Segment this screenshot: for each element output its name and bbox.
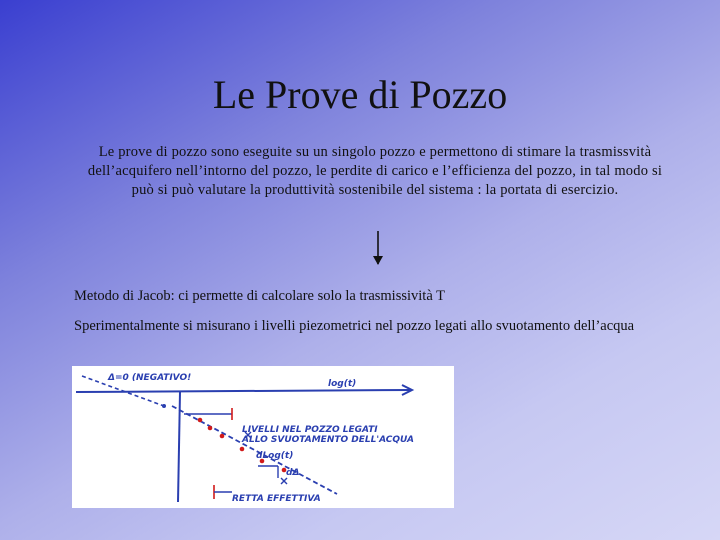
hand-drawn-sketch [72,366,454,508]
sketch-label-logt: log(t) [328,379,357,389]
effective-line [172,406,337,494]
measurement-text: Sperimentalmente si misurano i livelli piezometrici nel pozzo legati allo svuotamento dell’acqua [74,318,635,334]
jacob-method-text: Metodo di Jacob: ci permette di calcolare solo la trasmissività T [74,288,445,304]
slide-title: Le Prove di Pozzo [212,72,508,117]
sketch-label-livelli-2: ALLO SVUOTAMENTO DELL'ACQUA [242,435,414,445]
sketch-label-retta: RETTA EFFETTIVA [232,494,321,504]
sketch-label-ddelta: dΔ [286,468,300,478]
drawdown-axis-line [178,392,180,502]
sketch-label-dlog: dLog(t) [256,451,294,461]
down-arrow-icon [371,230,385,266]
sketch-label-delta: Δ=0 (NEGATIVO! [108,373,192,383]
intro-paragraph: Le prove di pozzo sono eseguite su un singolo pozzo e permettono di stimare la trasmissvità dell’acquifero nell’intorno del pozzo, le perdite di carico e l’efficienza del pozzo, in tal modo si può si può valutare la produttività sostenibile del sistema : la portata di esercizio. [87,144,663,198]
time-axis-line [76,390,412,392]
sketch-label-livelli-1: LIVELLI NEL POZZO LEGATI [242,425,378,435]
